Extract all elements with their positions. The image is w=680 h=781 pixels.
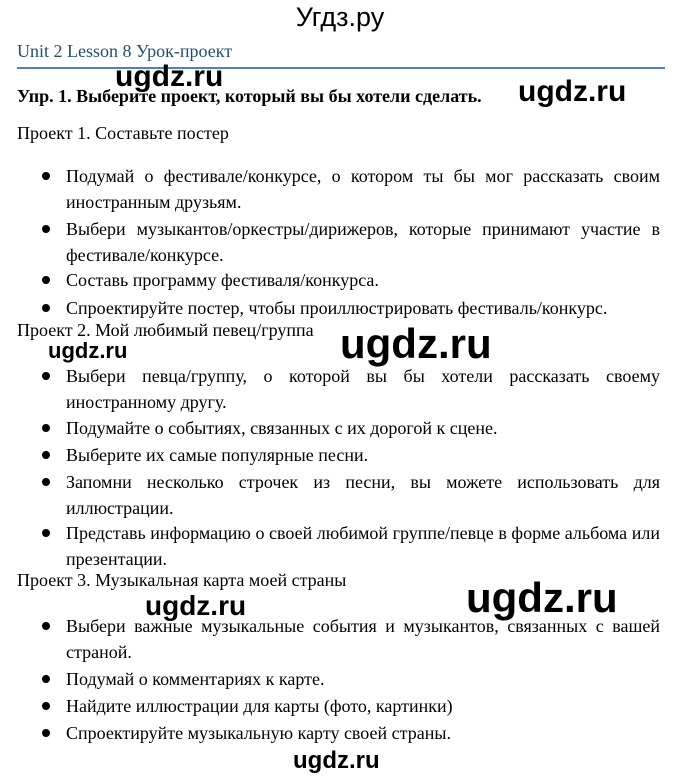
project-1-title: Проект 1. Составьте постер [17,123,229,143]
watermark: ugdz.ru [48,338,128,363]
bullet-icon [42,729,50,737]
bullet-icon [42,451,50,459]
bullet-icon [42,529,50,537]
project-2-item: Запомни несколько строчек из песни, вы можете использовать для иллюстрации. [66,472,660,518]
lesson-heading: Unit 2 Lesson 8 Урок-проект [17,41,233,61]
bullet-icon [42,225,50,233]
project-2-item: Выберите их самые популярные песни. [66,445,369,465]
project-3-item: Спроектируйте музыкальную карту своей страны. [66,723,451,743]
bullet-icon [42,702,50,710]
watermark: ugdz.ru [466,574,618,621]
project-2-title: Проект 2. Мой любимый певец/группа [17,320,314,340]
project-3-item: Найдите иллюстрации для карты (фото, картинки) [66,696,453,716]
site-title: Угдз.ру [295,2,385,32]
bullet-icon [42,304,50,312]
bullet-icon [42,372,50,380]
project-2-item: Подумайте о событиях, связанных с их дорогой к сцене. [66,418,498,438]
bullet-icon [42,276,50,284]
project-1-item: Подумай о фестивале/конкурсе, о котором ты бы мог рассказать своим иностранным друзьям. [66,166,660,212]
project-1-item: Спроектируйте постер, чтобы проиллюстрировать фестиваль/конкурс. [66,298,608,318]
watermark: ugdz.ru [518,75,627,108]
bullet-icon [42,172,50,180]
project-1-item: Выбери музыкантов/оркестры/дирижеров, которые принимают участие в фестивале/конкурсе. [66,219,660,265]
project-3-item: Подумай о комментариях к карте. [66,669,325,689]
watermark: ugdz.ru [145,590,247,621]
bullet-icon [42,424,50,432]
bullet-icon [42,478,50,486]
project-3-item: Выбери важные музыкальные события и музыкантов, связанных с вашей страной. [66,616,660,662]
project-2-item: Представь информацию о своей любимой группе/певце в форме альбома или презентации. [66,523,660,569]
watermark: ugdz.ru [293,747,380,774]
project-2-item: Выбери певца/группу, о которой вы бы хотели рассказать своему иностранному другу. [66,366,660,412]
watermark: ugdz.ru [115,60,224,93]
project-1-item: Составь программу фестиваля/конкурса. [66,270,379,290]
bullet-icon [42,622,50,630]
bullet-icon [42,675,50,683]
watermark: ugdz.ru [340,320,492,367]
task-heading: Упр. 1. Выберите проект, который вы бы хотели сделать. [17,86,482,106]
project-3-title: Проект 3. Музыкальная карта моей страны [17,570,347,590]
